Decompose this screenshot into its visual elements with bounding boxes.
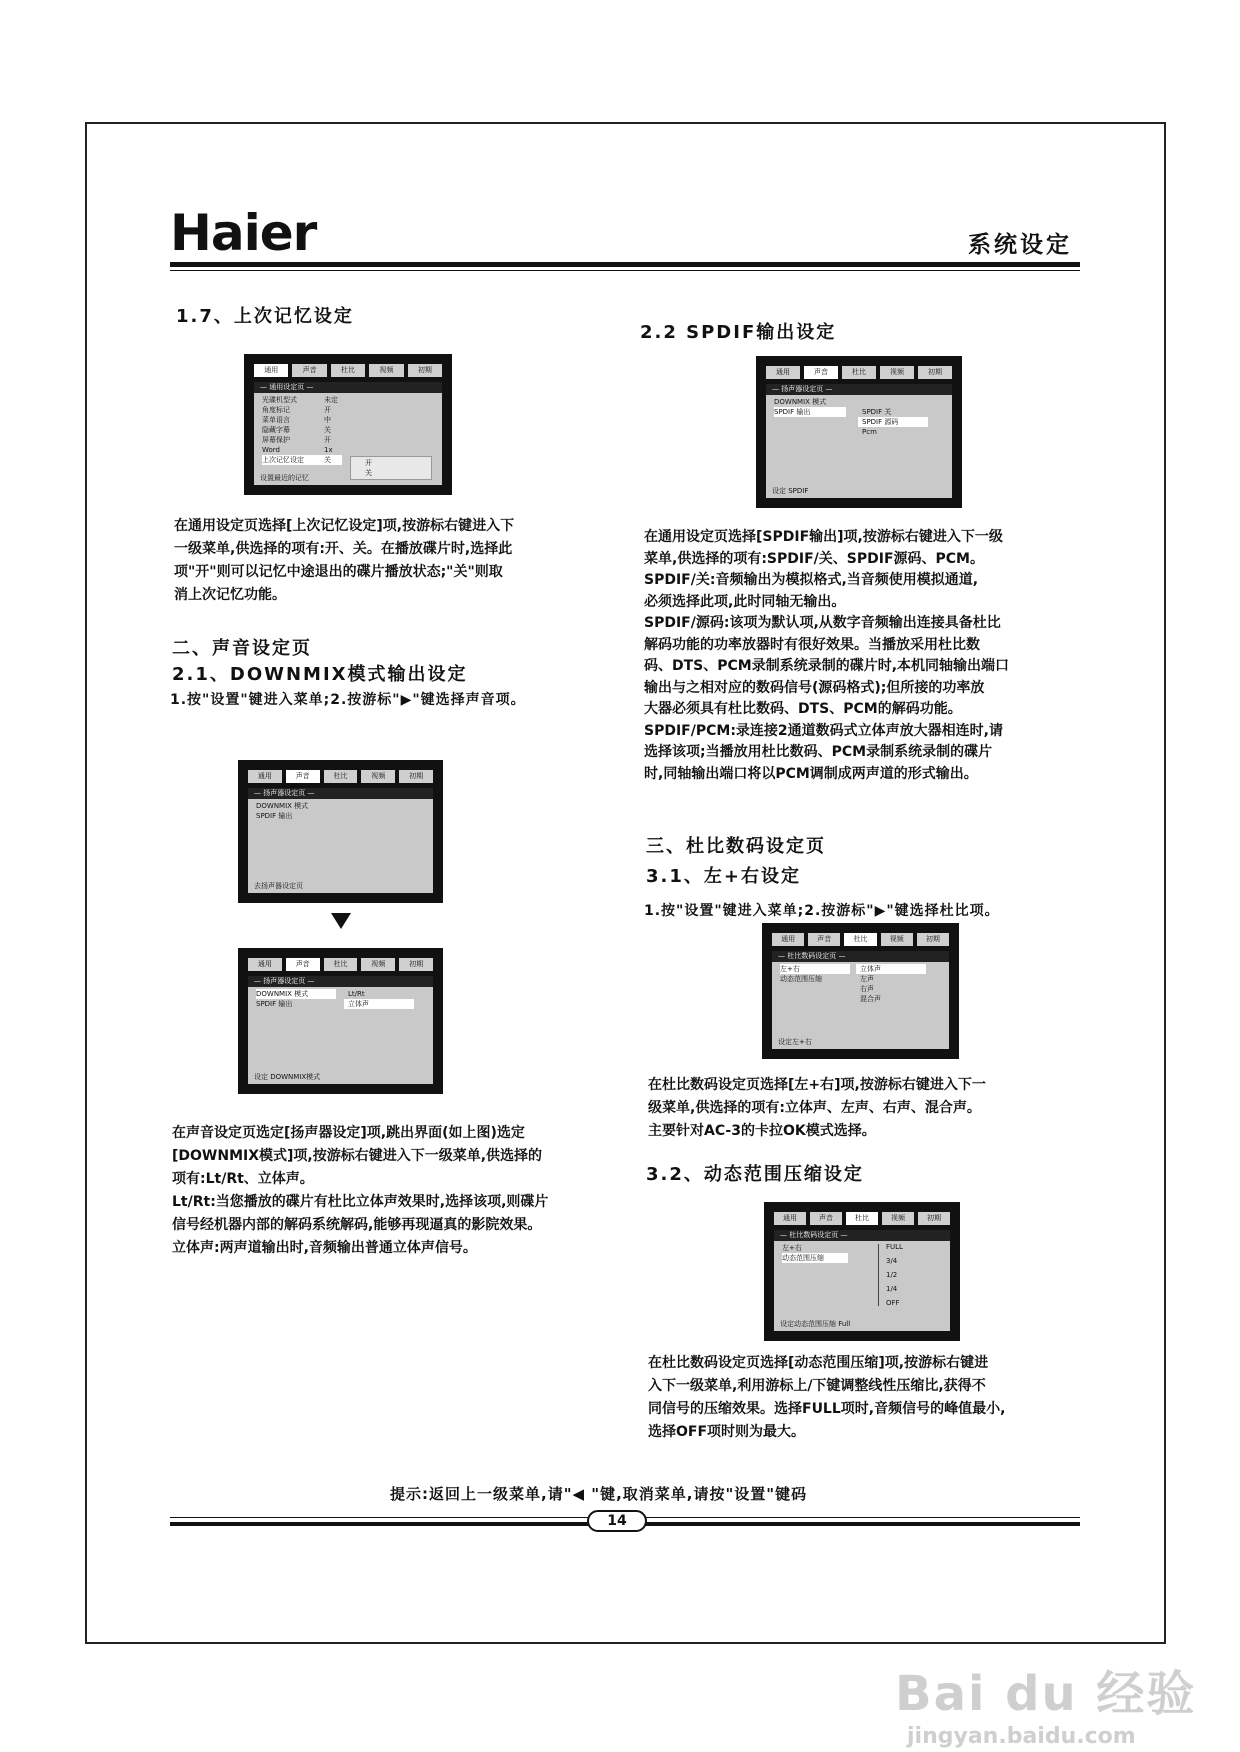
tab: 杜比 <box>331 364 365 377</box>
page-title: 系统设定 <box>968 232 1072 258</box>
section-3-title: 三、杜比数码设定页 <box>646 836 826 857</box>
menu-row: SPDIF 输出 <box>256 812 293 820</box>
tab: 声音 <box>292 364 326 377</box>
level-label: 1/2 <box>886 1271 898 1279</box>
menu-tabs <box>248 770 433 783</box>
header-rule <box>170 262 1080 267</box>
menu-bar: — 杜比数码设定页 — <box>772 951 949 962</box>
menu-tabs <box>766 366 952 379</box>
menu-value: 关 <box>324 426 331 434</box>
tab: 通用 <box>254 364 288 377</box>
menu-row: DOWNMIX 模式 <box>774 398 827 406</box>
tab: 声音 <box>808 933 840 946</box>
menu-tabs <box>772 933 949 946</box>
page-number: 14 <box>587 1510 647 1532</box>
tab: 杜比 <box>846 1212 878 1225</box>
option: Lt/Rt <box>348 990 365 998</box>
level-slider-track <box>878 1244 879 1306</box>
tab: 声音 <box>810 1212 842 1225</box>
tab: 初期 <box>918 1212 950 1225</box>
menu-row: 动态范围压缩 <box>780 975 822 983</box>
tab: 声音 <box>804 366 838 379</box>
menu-row: SPDIF 输出 <box>256 1000 293 1008</box>
menu-bar: — 杜比数码设定页 — <box>774 1230 950 1241</box>
menu-row: 光碟机型式 <box>262 396 297 404</box>
tab: 视频 <box>880 366 914 379</box>
tab: 初期 <box>399 770 433 783</box>
tab: 杜比 <box>324 958 358 971</box>
menu-tabs <box>254 364 442 377</box>
tab: 通用 <box>248 958 282 971</box>
menu-bar: — 扬声器设定页 — <box>248 788 433 799</box>
section-3-1-title: 3.1、左+右设定 <box>646 866 801 887</box>
menu-row: 隐藏字幕 <box>262 426 290 434</box>
menu-row-selected: 上次记忆设定 <box>262 455 342 465</box>
menu-footer: 设定动态范围压缩 Full <box>780 1320 851 1328</box>
menu-footer: 设定 DOWNMIX模式 <box>254 1073 321 1081</box>
menu-bar: — 扬声器设定页 — <box>766 384 952 395</box>
menu-row: Word <box>262 446 280 454</box>
section-2-2-title: 2.2 SPDIF输出设定 <box>640 322 837 343</box>
section-2-1-title: 2.1、DOWNMIX模式输出设定 <box>172 664 468 685</box>
menu-screen <box>248 976 433 1084</box>
level-label: FULL <box>886 1243 903 1251</box>
menu-screen <box>772 951 949 1049</box>
menu-last-memory <box>244 354 452 495</box>
option: 关 <box>365 469 372 477</box>
baidu-watermark: Bai du 经验 jingyan.baidu.com <box>895 1666 1197 1749</box>
option-selected: 立体声 <box>344 999 414 1009</box>
menu-value: 开 <box>324 436 331 444</box>
menu-screen <box>766 384 952 498</box>
menu-row: 角度标记 <box>262 406 290 414</box>
section-1-7-text: 在通用设定页选择[上次记忆设定]项,按游标右键进入下 一级菜单,供选择的项有:开、关。在播放碟片时,选择此 项"开"则可以记忆中途退出的碟片播放状态;"关"则取 消上次记忆功能。 <box>174 518 515 603</box>
option-selected: SPDIF 源码 <box>858 417 928 427</box>
menu-value: 关 <box>324 456 331 464</box>
section-3-1-step: 1.按"设置"键进入菜单;2.按游标"▶"键选择杜比项。 <box>644 903 1000 919</box>
tab: 视频 <box>361 770 395 783</box>
option-popup <box>350 456 432 480</box>
menu-row-selected: 左+右 <box>780 964 850 974</box>
section-3-2-text: 在杜比数码设定页选择[动态范围压缩]项,按游标右键进 入下一级菜单,利用游标上/下键调整线性压缩比,获得不 同信号的压缩效果。选择FULL项时,音频信号的峰值最小, 选择OFF项时则为最大。 <box>648 1355 1006 1440</box>
menu-tabs <box>248 958 433 971</box>
menu-row-selected: DOWNMIX 模式 <box>256 989 336 999</box>
level-label: 3/4 <box>886 1257 898 1265</box>
tab: 初期 <box>408 364 442 377</box>
option: 混合声 <box>860 995 881 1003</box>
menu-tabs <box>774 1212 950 1225</box>
tab: 通用 <box>774 1212 806 1225</box>
level-label: OFF <box>886 1299 900 1307</box>
tab: 视频 <box>882 1212 914 1225</box>
menu-bar: — 扬声器设定页 — <box>248 976 433 987</box>
option-selected: 立体声 <box>856 964 926 974</box>
section-2-1-text: 在声音设定页选定[扬声器设定]项,跳出界面(如上图)选定 [DOWNMIX模式]项,按游标右键进入下一级菜单,供选择的 项有:Lt/Rt、立体声。 Lt/Rt:当您播放的碟片有杜比立体声效果时,选择该项,则碟片 信号经机器内部的解码系统解码,能够再现逼真的影院效果。 立体声:两声道输出时,音频输出普通立体声信号。 <box>172 1125 549 1256</box>
tab: 初期 <box>918 366 952 379</box>
tab: 通用 <box>772 933 804 946</box>
menu-drc <box>764 1202 960 1341</box>
option: 右声 <box>860 985 874 993</box>
option: 开 <box>365 459 372 467</box>
menu-footer: 设定左+右 <box>778 1038 812 1046</box>
tab: 通用 <box>766 366 800 379</box>
tab: 杜比 <box>844 933 876 946</box>
section-1-7-title: 1.7、上次记忆设定 <box>176 306 354 327</box>
arrow-down-icon <box>331 913 351 929</box>
menu-row: DOWNMIX 模式 <box>256 802 309 810</box>
footer-tip: 提示:返回上一级菜单,请"◀ "键,取消菜单,请按"设置"键码 <box>390 1485 808 1503</box>
menu-row-selected: SPDIF 输出 <box>774 407 846 417</box>
menu-speaker-setup <box>238 760 443 903</box>
option: 左声 <box>860 975 874 983</box>
menu-screen <box>774 1230 950 1331</box>
menu-value: 中 <box>324 416 331 424</box>
menu-footer: 设定 SPDIF <box>772 487 809 495</box>
tab: 视频 <box>369 364 403 377</box>
tab: 初期 <box>399 958 433 971</box>
option: Pcm <box>862 428 877 436</box>
tab: 声音 <box>286 958 320 971</box>
menu-spdif <box>756 356 962 508</box>
menu-screen <box>254 382 442 485</box>
menu-row: 菜单语言 <box>262 416 290 424</box>
menu-row: 屏幕保护 <box>262 436 290 444</box>
section-3-2-title: 3.2、动态范围压缩设定 <box>646 1164 864 1185</box>
tab: 初期 <box>917 933 949 946</box>
menu-downmix <box>238 948 443 1094</box>
menu-value: 开 <box>324 406 331 414</box>
menu-value: 1x <box>324 446 333 454</box>
section-2-1-step: 1.按"设置"键进入菜单;2.按游标"▶"键选择声音项。 <box>170 692 526 708</box>
tab: 视频 <box>881 933 913 946</box>
section-2-2-text: 在通用设定页选择[SPDIF输出]项,按游标右键进入下一级 菜单,供选择的项有:SPDIF/关、SPDIF源码、PCM。 SPDIF/关:音频输出为模拟格式,当音频使用模拟通道, 必须选择此项,此时同轴无输出。 SPDIF/源码:该项为默认项,从数字音频输出连接具备杜比 解码功能的功率放器时有很好效果。当播放采用杜比数 码、DTS、PCM录制系统录制的碟片时,本机同轴输出端口 输出与之相对应的数码信号(源码格式);但所接的功率放 大器必须具有杜比数码、DTS、PCM的解码功能。 SPDIF/PCM:录连接2通道数码式立体声放大器相连时,请 选择该项;当播放用杜比数码、PCM录制系统录制的碟片 时,同轴输出端口将以PCM调制成两声道的形式输出。 <box>644 529 1010 782</box>
menu-screen <box>248 788 433 893</box>
section-3-1-text: 在杜比数码设定页选择[左+右]项,按游标右键进入下一 级菜单,供选择的项有:立体声、左声、右声、混合声。 主要针对AC-3的卡拉OK模式选择。 <box>648 1077 986 1139</box>
menu-row-selected: 动态范围压缩 <box>782 1253 848 1263</box>
tab: 视频 <box>361 958 395 971</box>
level-label: 1/4 <box>886 1285 898 1293</box>
tab: 声音 <box>286 770 320 783</box>
menu-footer: 去扬声器设定页 <box>254 882 303 890</box>
header-rule-thin <box>170 270 1080 271</box>
menu-left-right <box>762 923 959 1059</box>
section-2-title: 二、声音设定页 <box>172 638 312 659</box>
menu-footer: 设置最近的记忆 <box>260 474 309 482</box>
menu-value: 未定 <box>324 396 338 404</box>
tab: 杜比 <box>842 366 876 379</box>
tab: 杜比 <box>324 770 358 783</box>
option: SPDIF 关 <box>862 408 892 416</box>
menu-bar: — 通用设定页 — <box>254 382 442 393</box>
tab: 通用 <box>248 770 282 783</box>
haier-logo: Haier <box>170 204 317 262</box>
menu-row: 左+右 <box>782 1244 802 1252</box>
